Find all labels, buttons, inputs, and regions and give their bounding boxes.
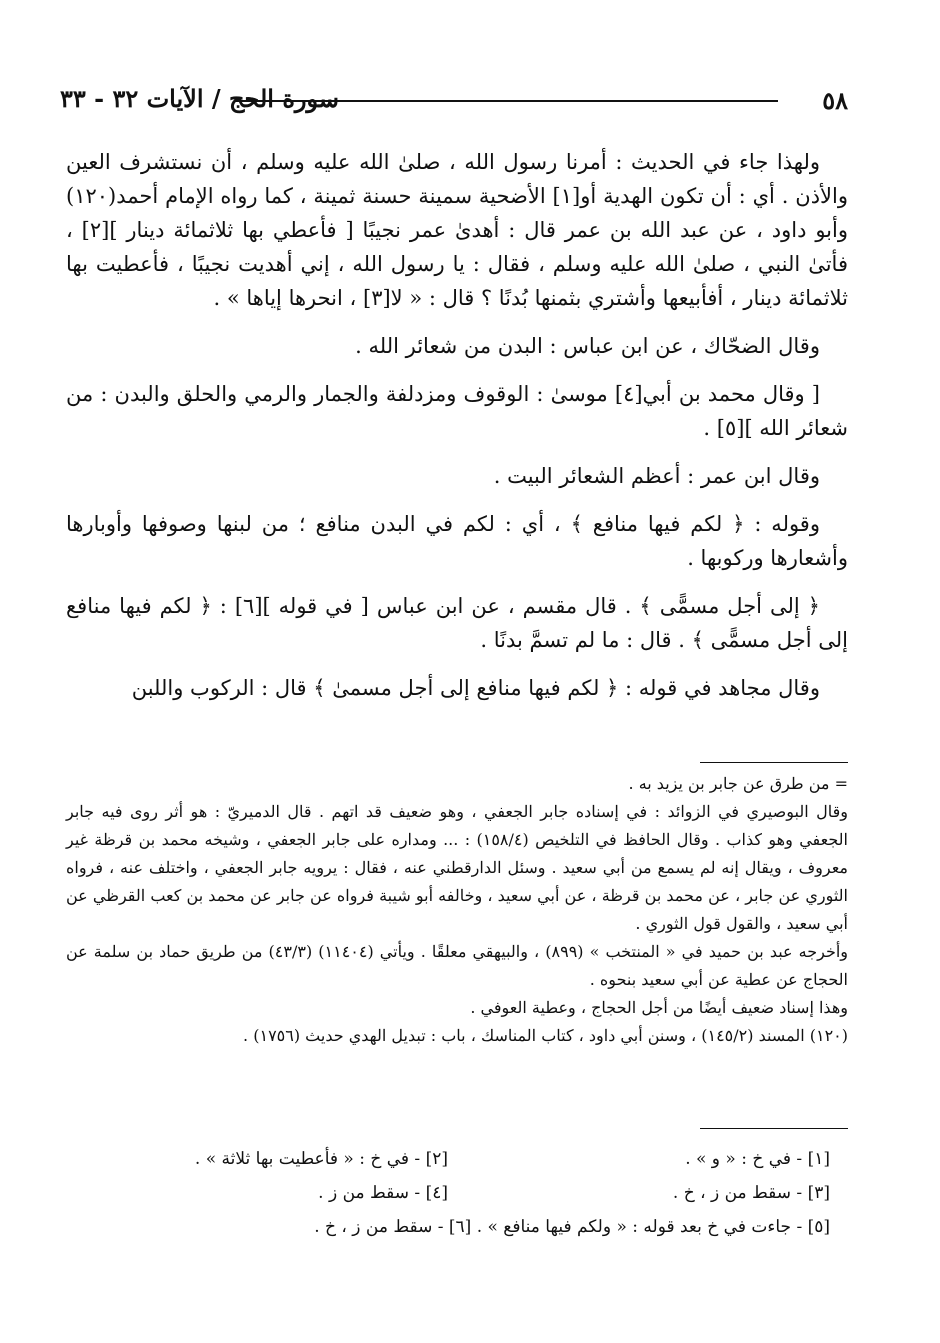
variant-note: [٢] - في خ : « فأعطيت بها ثلاثة » . (194, 1149, 448, 1169)
paragraph: وقال ابن عمر : أعظم الشعائر البيت . (493, 464, 820, 488)
page-header (60, 84, 848, 118)
paragraph: وقال مجاهد في قوله : ﴿ لكم فيها منافع إلى أجل مسمىٰ ﴾ قال : الركوب واللبن (131, 676, 820, 700)
paragraph: ﴿ إلى أجل مسمًّى ﴾ . قال مقسم ، عن ابن عباس [ في قوله ][٦] : ﴿ لكم فيها منافع إلى أجل مسمًّى ﴾ . قال : ما لم تسمَّ بدنًا . (66, 594, 848, 652)
variant-note: [٥] - جاءت في خ بعد قوله : « ولكم فيها منافع » . [٦] - سقط من ز ، خ . (314, 1217, 830, 1237)
footnote-line: وهذا إسناد ضعيف أيضًا من أجل الحجاج ، وعطية العوفي . (470, 998, 848, 1017)
footnote-line: وقال البوصيري في الزوائد : في إسناده جابر الجعفي ، وهو ضعيف قد اتهم . قال الدميريّ : هو أثر روى فيه جابر الجعفي وهو كذاب . وقال الحافظ في التلخيص (١٥٨/٤) : ... ومداره على جابر الجعفي ، وشيخه محمد بن قرظة غير معروف ، ويقال إنه لم يسمع من أبي سعيد . وسئل الدارقطني عنه ، فقال : يرويه جابر الجعفي ، واختلف عنه ، فرواه الثوري عن جابر ، عن محمد بن قرظة ، عن أبي سعيد ، وخالفه أبو شيبة فرواه عن جابر عن محمد بن كعب القرظي عن أبي سعيد ، والقول قول الثوري . (66, 802, 849, 933)
footnote-line: (١٢٠) المسند (١٤٥/٢) ، وسنن أبي داود ، كتاب المناسك ، باب : تبديل الهدي حديث (١٧٥٦) . (243, 1026, 848, 1045)
footnote-line: = من طرق عن جابر بن يزيد به . (628, 774, 848, 793)
running-title: سورة الحج / الآيات ٣٢ - ٣٣ (60, 84, 339, 113)
paragraph: وقوله : ﴿ لكم فيها منافع ﴾ ، أي : لكم في البدن منافع ؛ من لبنها وصوفها وأوبارها وأشعارها وركوبها . (66, 512, 848, 570)
hadith-footnotes (66, 770, 848, 1050)
variant-note: [٤] - سقط من ز . (318, 1183, 448, 1203)
variant-note: [١] - في خ : « و » . (685, 1149, 830, 1169)
paragraph: [ وقال محمد بن أبي[٤] موسىٰ : الوقوف ومزدلفة والجمار والرمي والحلق والبدن : من شعائر الله ][٥] . (66, 382, 848, 440)
footnote-line: وأخرجه عبد بن حميد في « المنتخب » (٨٩٩) ، والبيهقي معلقًا . ويأتي (١١٤٠٤) (٤٣/٣) من طريق حماد بن سلمة عن الحجاج عن عطية عن أبي سعيد بنحوه . (66, 942, 849, 989)
variant-notes-rule (700, 1128, 848, 1129)
variant-row (66, 1176, 830, 1210)
main-text (66, 145, 848, 719)
paragraph: ولهذا جاء في الحديث : أمرنا رسول الله ، صلىٰ الله عليه وسلم ، أن نستشرف العين والأذن . أي : أن تكون الهدية أو[١] الأضحية سمينة حسنة ثمينة ، كما رواه الإمام أحمد(١٢٠) وأبو داود ، عن عبد الله بن عمر قال : أهدىٰ عمر نجيبًا [ فأعطي بها ثلاثمائة دينار ][٢] ، فأتىٰ النبي ، صلىٰ الله عليه وسلم ، فقال : يا رسول الله ، إني أهديت نجيبًا ، فأعطيت بها ثلاثمائة دينار ، أفأبيعها وأشتري بثمنها بُدنًا ؟ قال : « لا[٣] ، انحرها إياها » . (66, 150, 849, 310)
variant-row (66, 1210, 830, 1244)
variant-row (66, 1142, 830, 1176)
page-number: ٥٨ (822, 86, 848, 115)
footnote-rule (700, 762, 848, 763)
variant-note: [٣] - سقط من ز ، خ . (672, 1183, 830, 1203)
variant-footnotes (66, 1142, 830, 1244)
paragraph: وقال الضحّاك ، عن ابن عباس : البدن من شعائر الله . (355, 334, 820, 358)
